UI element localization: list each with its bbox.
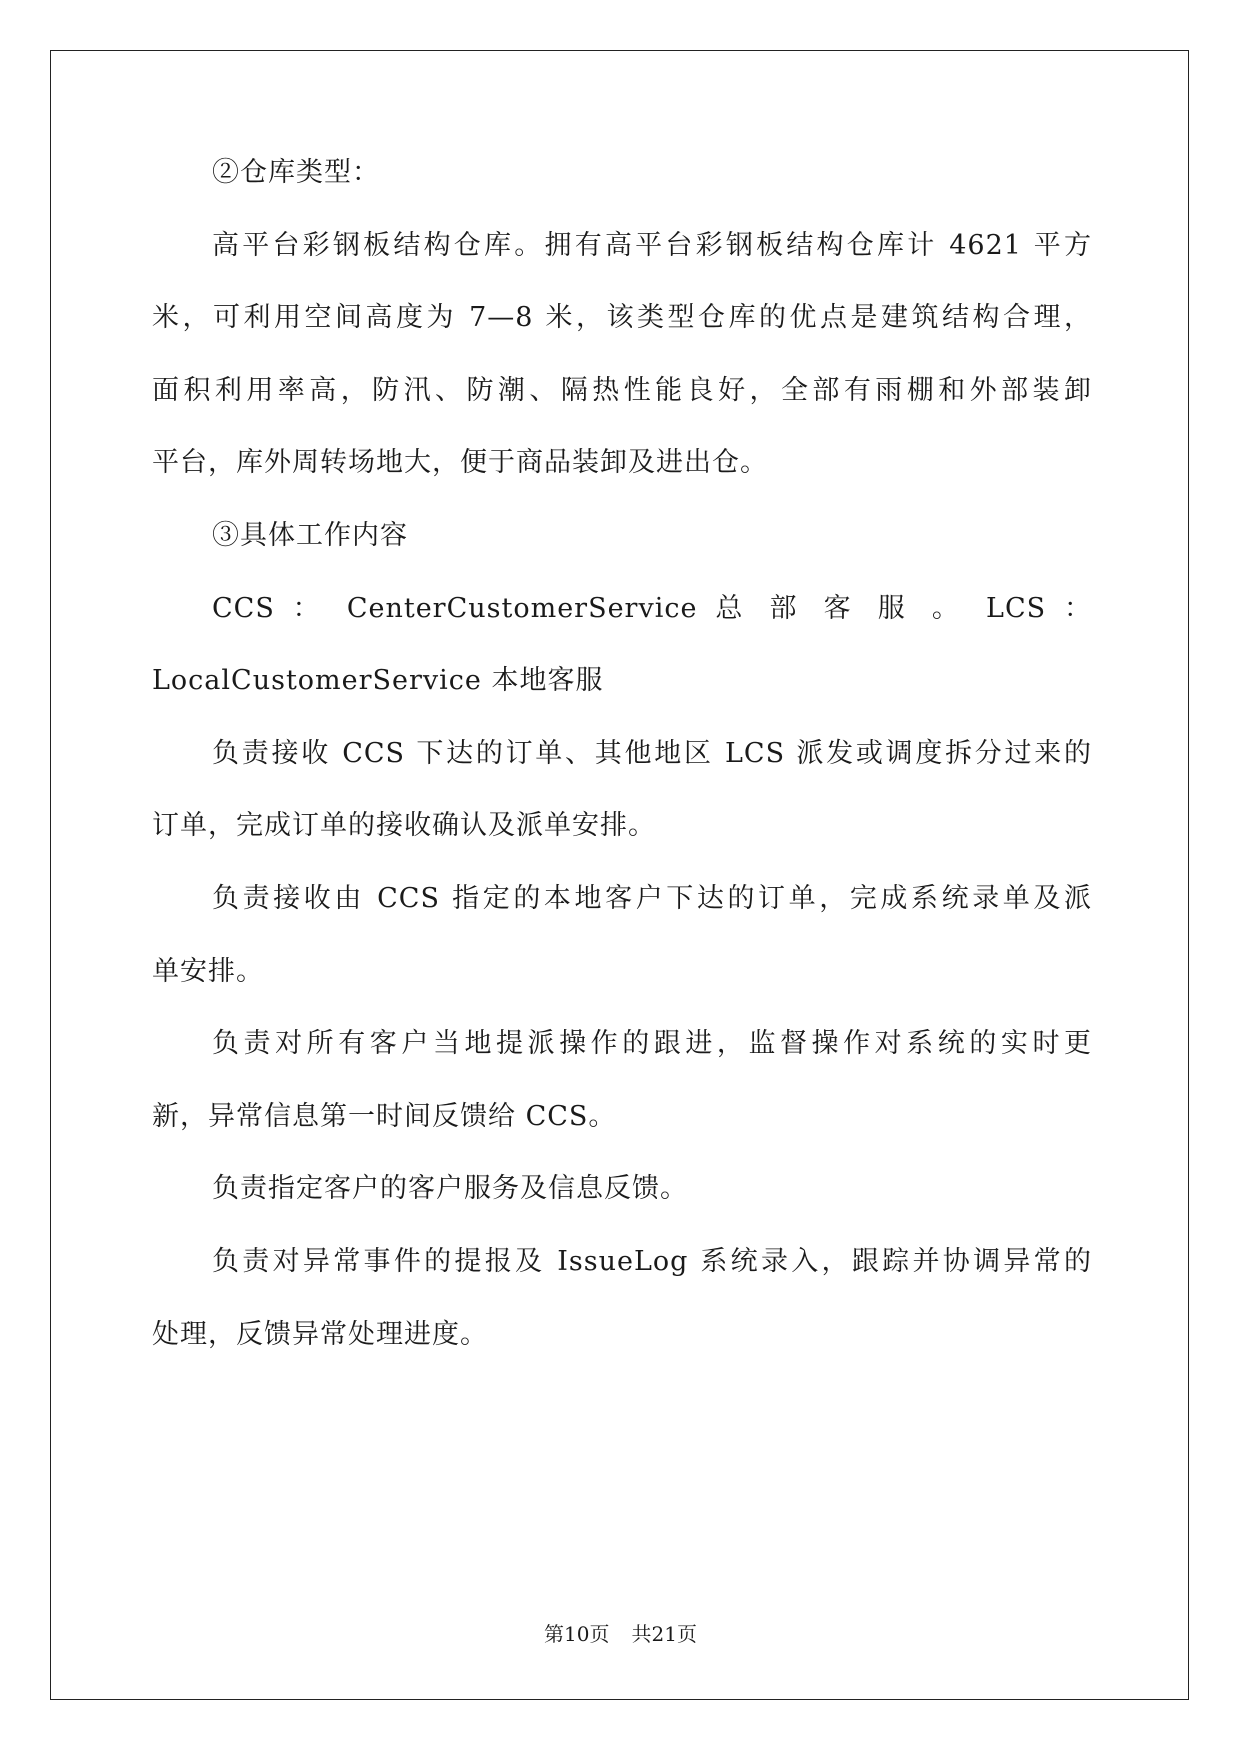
text-line: 负责对所有客户当地提派操作的跟进，监督操作对系统的实时更 bbox=[212, 1028, 1092, 1060]
page-total: 共21页 bbox=[631, 1622, 697, 1646]
text-line: 负责指定客户的客户服务及信息反馈。 bbox=[212, 1173, 688, 1205]
text-line: 单安排。 bbox=[152, 955, 264, 987]
page-footer bbox=[0, 1620, 1241, 1648]
text-line: 订单，完成订单的接收确认及派单安排。 bbox=[152, 810, 656, 842]
text-line: 面积利用率高，防汛、防潮、隔热性能良好，全部有雨棚和外部装卸 bbox=[152, 374, 1092, 406]
text-line: 处理，反馈异常处理进度。 bbox=[152, 1318, 488, 1350]
text-line: 米，可利用空间高度为 7—8 米，该类型仓库的优点是建筑结构合理， bbox=[152, 302, 1092, 334]
text-line: 平台，库外周转场地大，便于商品装卸及进出仓。 bbox=[152, 447, 768, 479]
text-line: 负责接收由 CCS 指定的本地客户下达的订单，完成系统录单及派 bbox=[212, 883, 1092, 914]
page-number: 第10页 bbox=[544, 1622, 610, 1646]
text-line: CCS ： CenterCustomerService 总 部 客 服 。 LCS ： bbox=[212, 592, 1092, 624]
text-line: ②仓库类型： bbox=[212, 157, 380, 188]
text-line: 新，异常信息第一时间反馈给 CCS。 bbox=[152, 1100, 617, 1132]
text-line: ③具体工作内容 bbox=[212, 520, 408, 551]
text-line: 高平台彩钢板结构仓库。拥有高平台彩钢板结构仓库计 4621 平方 bbox=[212, 229, 1092, 261]
text-line: 负责接收 CCS 下达的订单、其他地区 LCS 派发或调度拆分过来的 bbox=[212, 737, 1092, 769]
text-line: 负责对异常事件的提报及 IssueLog 系统录入，跟踪并协调异常的 bbox=[212, 1246, 1092, 1277]
text-line: LocalCustomerService 本地客服 bbox=[152, 665, 604, 697]
